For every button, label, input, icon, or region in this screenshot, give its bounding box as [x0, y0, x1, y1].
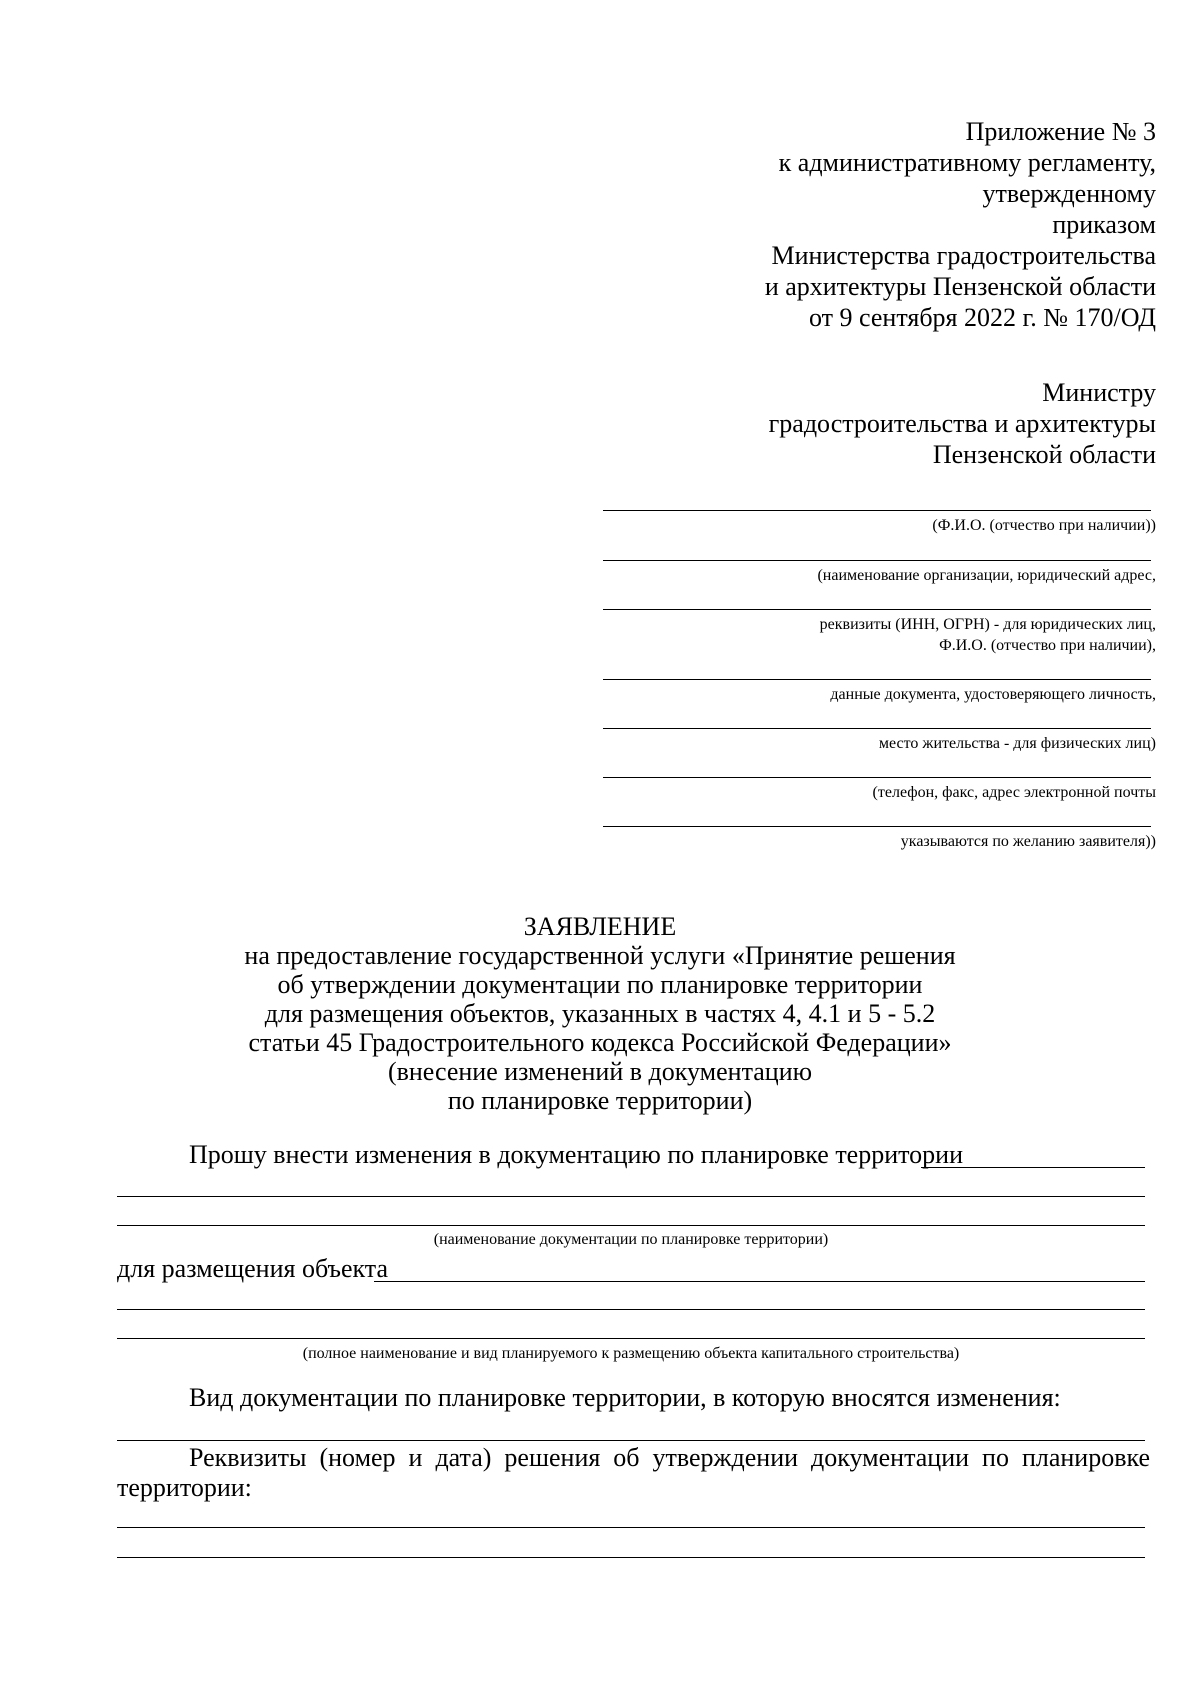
applicant-caption: (наименование организации, юридический адрес, — [817, 567, 1156, 584]
annex-line: Министерства градостроительства — [771, 241, 1156, 270]
object-label: для размещения объекта — [117, 1254, 389, 1283]
statement-title — [0, 912, 1200, 1115]
annex-line: Приложение № 3 — [965, 117, 1156, 146]
doc-name-line-2[interactable] — [117, 1196, 1145, 1197]
statement-subtitle-line: по планировке территории) — [447, 1086, 753, 1115]
applicant-caption: Ф.И.О. (отчество при наличии), — [939, 637, 1156, 654]
statement-subtitle-line: об утверждении документации по планировке территории — [277, 970, 923, 999]
statement-subtitle-line: на предоставление государственной услуги «Принятие решения — [244, 941, 956, 970]
requisites-field[interactable] — [117, 1527, 1145, 1528]
statement-subtitle-line: для размещения объектов, указанных в частях 4, 4.1 и 5 - 5.2 — [264, 999, 936, 1028]
applicant-caption: (Ф.И.О. (отчество при наличии)) — [932, 517, 1156, 534]
object-field[interactable] — [374, 1281, 1145, 1282]
applicant-residence-line[interactable] — [603, 728, 1151, 729]
applicant-id-doc-line[interactable] — [603, 679, 1151, 680]
applicant-org-line[interactable] — [603, 560, 1151, 561]
statement-subtitle-line: статьи 45 Градостроительного кодекса Российской Федерации» — [248, 1028, 952, 1057]
applicant-name-line[interactable] — [603, 510, 1151, 511]
annex-line: утвержденному — [982, 179, 1156, 208]
object-caption: (полное наименование и вид планируемого к размещению объекта капитального строительства) — [302, 1345, 960, 1362]
annex-line: от 9 сентября 2022 г. № 170/ОД — [809, 303, 1156, 332]
annex-line: к административному регламенту, — [778, 148, 1156, 177]
addressee-line: градостроительства и архитектуры — [768, 409, 1156, 438]
addressee-block — [769, 377, 1156, 470]
applicant-contacts-line-2[interactable] — [603, 826, 1151, 827]
doc-name-field[interactable] — [921, 1167, 1145, 1168]
addressee-line: Министру — [1042, 378, 1156, 407]
applicant-caption: (телефон, факс, адрес электронной почты — [872, 784, 1156, 801]
applicant-caption: реквизиты (ИНН, ОГРН) - для юридических лиц, — [819, 616, 1156, 633]
doc-type-text: Вид документации по планировке территории, в которую вносятся изменения: — [189, 1383, 1061, 1412]
applicant-caption: место жительства - для физических лиц) — [878, 735, 1156, 752]
statement-heading: ЗАЯВЛЕНИЕ — [523, 912, 677, 941]
annex-header — [765, 116, 1156, 333]
object-line-2[interactable] — [117, 1309, 1145, 1310]
annex-line: и архитектуры Пензенской области — [764, 272, 1156, 301]
applicant-requisites-line[interactable] — [603, 609, 1151, 610]
requisites-line-2[interactable] — [117, 1557, 1145, 1558]
applicant-caption: данные документа, удостоверяющего личность, — [830, 686, 1156, 703]
applicant-caption: указываются по желанию заявителя)) — [900, 833, 1156, 850]
doc-type-field[interactable] — [117, 1440, 1145, 1441]
doc-name-caption: (наименование документации по планировке территории) — [433, 1231, 829, 1248]
annex-line: приказом — [1052, 210, 1156, 239]
addressee-line: Пензенской области — [932, 440, 1156, 469]
object-line-3[interactable] — [117, 1338, 1145, 1339]
applicant-contacts-line[interactable] — [603, 777, 1151, 778]
request-text: Прошу внести изменения в документацию по планировке территории — [189, 1140, 963, 1169]
statement-subtitle-line: (внесение изменений в документацию — [387, 1057, 813, 1086]
doc-name-line-3[interactable] — [117, 1225, 1145, 1226]
requisites-text: Реквизиты (номер и дата) решения об утверждении документации по планировке территории: — [117, 1443, 1150, 1502]
